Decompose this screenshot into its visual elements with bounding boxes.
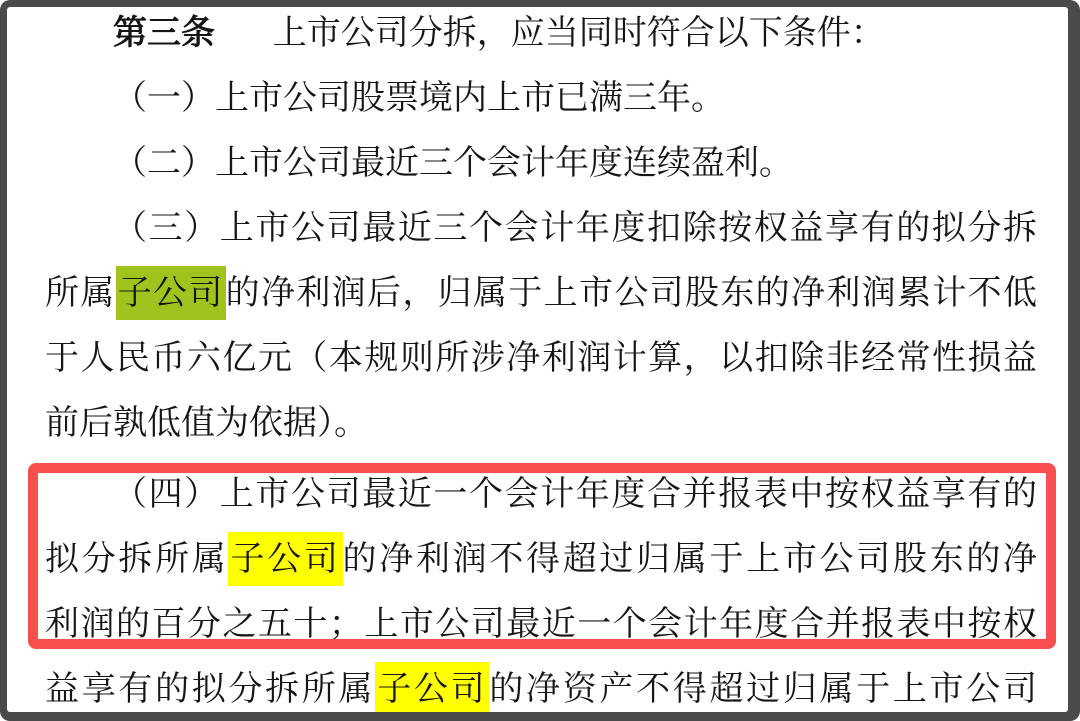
- text-line: [45, 592, 1037, 657]
- text-line: [45, 527, 1037, 592]
- highlighted-term: 子公司: [228, 532, 342, 586]
- text-line: [45, 462, 1037, 527]
- document-page: [7, 7, 1068, 712]
- text-run: 的净利润后，归属于上市公司股东的净利润累计不低: [225, 273, 1037, 313]
- text-run: 前后孰低值为依据）。: [45, 403, 368, 443]
- text-line: [45, 7, 1037, 66]
- text-run: 上市公司分拆，应当同时符合以下条件：: [272, 13, 885, 53]
- text-run: 所属: [45, 273, 116, 313]
- text-line: [45, 657, 1037, 712]
- article-number: 第三条: [113, 13, 215, 53]
- text-run: （二）上市公司最近三个会计年度连续盈利。: [113, 143, 793, 183]
- text-run: 的净资产不得超过归属于上市公司: [489, 669, 1037, 709]
- text-run: 益享有的拟分拆所属: [45, 669, 376, 709]
- text-line: [45, 196, 1037, 261]
- text-line: [45, 261, 1037, 326]
- paragraph: [45, 196, 1037, 456]
- text-run: 拟分拆所属: [45, 539, 229, 579]
- text-run: （一）上市公司股票境内上市已满三年。: [113, 78, 725, 118]
- paragraph: [45, 66, 1037, 131]
- text-run: 利润的百分之五十；上市公司最近一个会计年度合并报表中按权: [45, 604, 1037, 644]
- text-line: [45, 66, 1037, 131]
- text-line: [45, 131, 1037, 196]
- text-run: （四）上市公司最近一个会计年度合并报表中按权益享有的: [113, 474, 1037, 514]
- text-line: [45, 391, 1037, 456]
- text-run: 于人民币六亿元（本规则所涉净利润计算，以扣除非经常性损益: [45, 338, 1037, 378]
- highlighted-term: 子公司: [116, 266, 226, 320]
- highlighted-term: 子公司: [375, 662, 489, 712]
- paragraph: [45, 7, 1037, 66]
- paragraph: [45, 462, 1037, 712]
- document-body: [7, 7, 1068, 712]
- paragraph: [45, 131, 1037, 196]
- text-line: [45, 326, 1037, 391]
- text-run: （三）上市公司最近三个会计年度扣除按权益享有的拟分拆: [113, 208, 1037, 248]
- text-run: 的净利润不得超过归属于上市公司股东的净: [342, 539, 1037, 579]
